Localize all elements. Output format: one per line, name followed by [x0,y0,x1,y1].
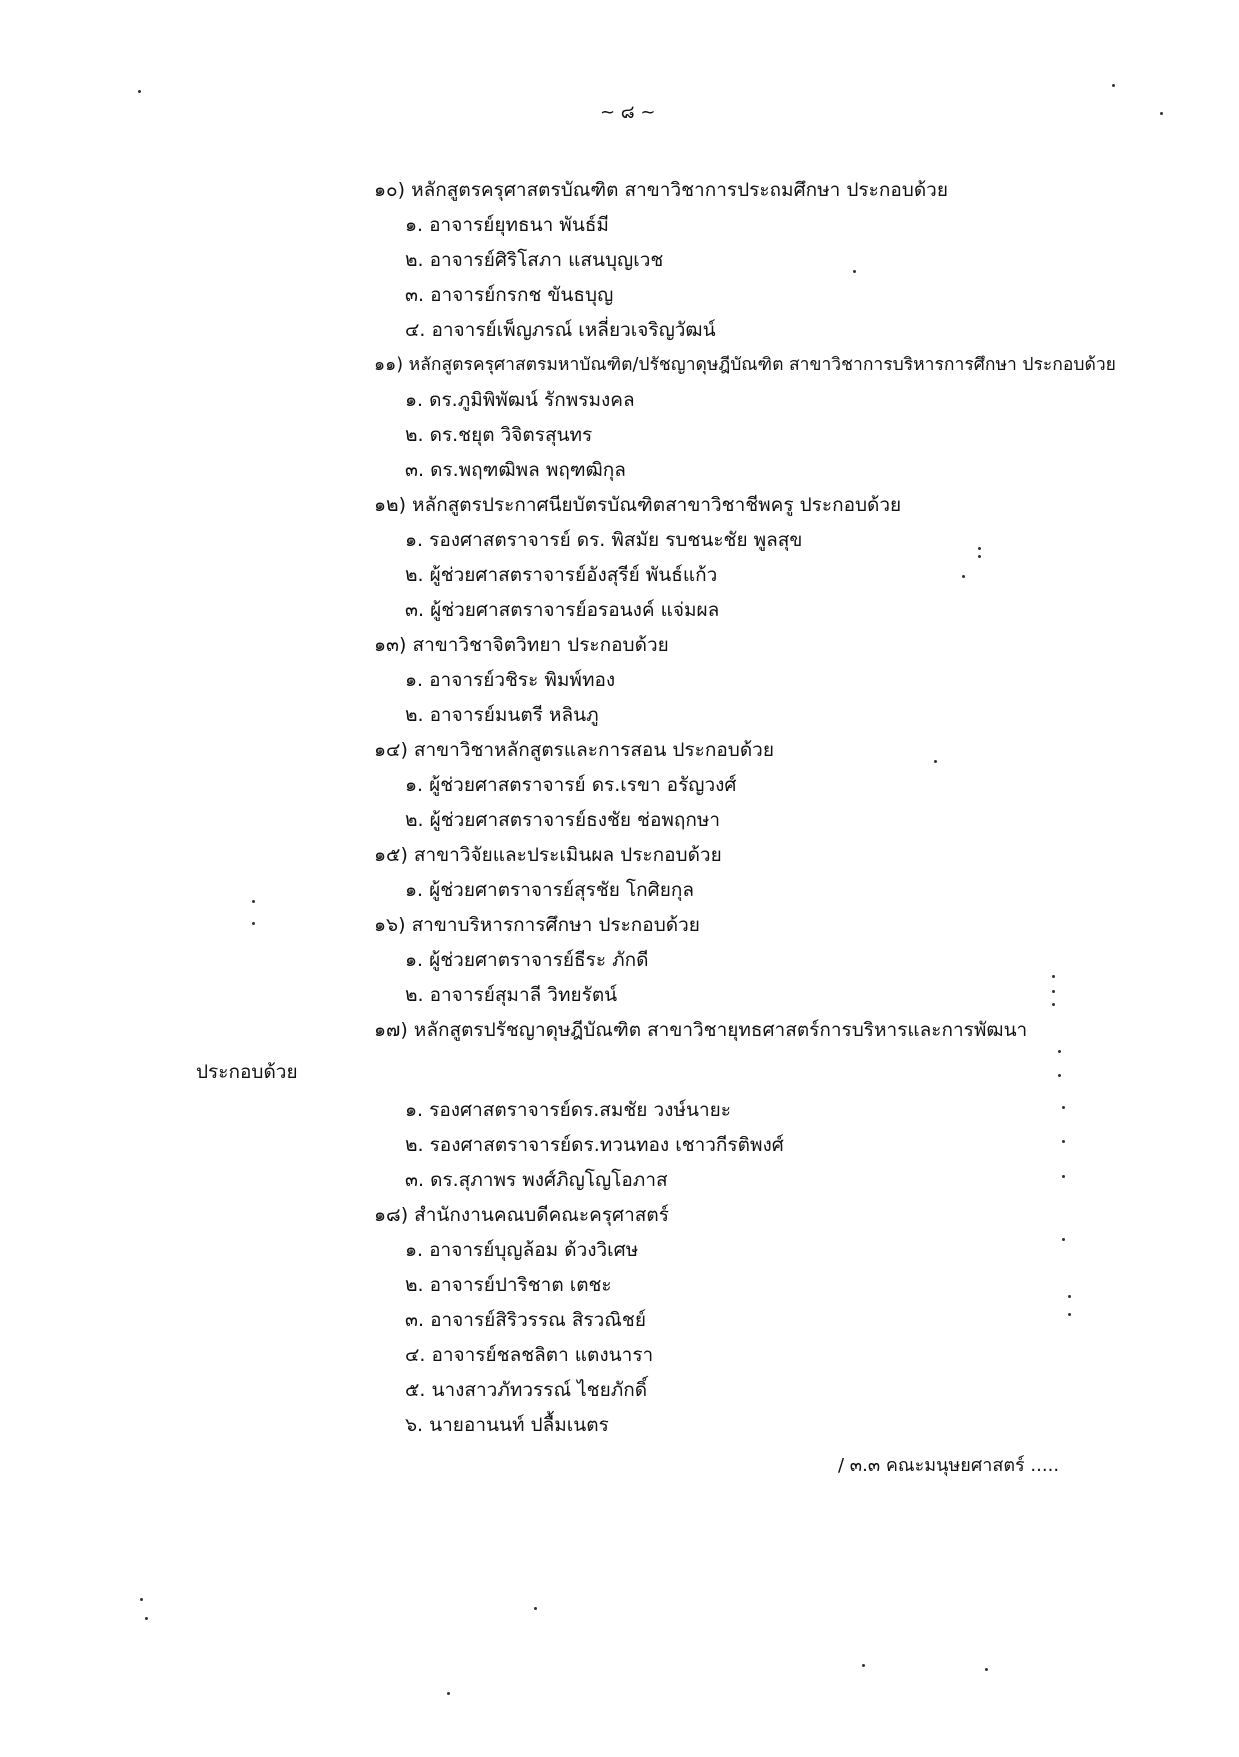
scan-speck [1062,1106,1065,1109]
scan-speck [862,1664,865,1667]
member-item: ๒. ผู้ช่วยศาสตราจารย์อังสุรีย์ พันธ์แก้ว [405,564,718,586]
member-item: ๓. ดร.พฤฑฒิพล พฤฑฒิกุล [405,459,626,481]
member-item: ๑. ดร.ภูมิพิพัฒน์ รักพรมงคล [405,389,635,411]
page-number: ~ ๘ ~ [600,102,656,123]
footer-note: / ๓.๓ คณะมนุษยศาสตร์ ..... [838,1455,1060,1476]
member-item: ๓. อาจารย์กรกช ขันธบุญ [405,284,614,306]
scan-speck [1062,1238,1065,1241]
member-item: ๑. อาจารย์บุญล้อม ด้วงวิเศษ [405,1239,639,1261]
section-heading: ๑๔) สาขาวิชาหลักสูตรและการสอน ประกอบด้วย [374,739,774,761]
member-item: ๒. รองศาสตราจารย์ดร.ทวนทอง เชาวกีรติพงศ์ [405,1134,784,1156]
member-item: ๓. ดร.สุภาพร พงศ์ภิญโญโอภาส [405,1169,668,1191]
member-item: ๖. นายอานนท์ ปลื้มเนตร [405,1414,609,1436]
section-heading: ๑๕) สาขาวิจัยและประเมินผล ประกอบด้วย [374,844,722,866]
scan-speck [1058,1074,1061,1077]
member-item: ๑. รองศาสตราจารย์ ดร. พิสมัย รบชนะชัย พูลสุข [405,529,803,551]
scan-speck [978,555,981,558]
section-heading: ๑๖) สาขาบริหารการศึกษา ประกอบด้วย [374,914,700,936]
member-item: ๑. ผู้ช่วยศาตราจารย์สุรชัย โกศิยกุล [405,879,694,901]
scan-speck [1160,112,1163,115]
scan-speck [534,1607,537,1610]
scan-speck [853,270,856,273]
scan-speck [1052,1003,1055,1006]
section-heading: ๑๘) สำนักงานคณบดีคณะครุศาสตร์ [374,1204,669,1226]
member-item: ๔. อาจารย์ชลชลิตา แตงนารา [405,1344,654,1366]
scan-speck [1052,990,1055,993]
scan-speck [978,547,981,550]
scan-speck [1112,84,1115,87]
scan-speck [1068,1313,1071,1316]
member-item: ๕. นางสาวภัทวรรณ์ ไชยภักดิ์ [405,1379,648,1401]
scan-speck [934,760,937,763]
member-item: ๑. อาจารย์วชิระ พิมพ์ทอง [405,669,616,691]
scan-speck [1052,975,1055,978]
section-heading: ๑๑) หลักสูตรครุศาสตรมหาบัณฑิต/ปรัชญาดุษฎีบัณฑิต สาขาวิชาการบริหารการศึกษา ประกอบด้วย [374,355,1116,375]
section-heading: ๑๐) หลักสูตรครุศาสตรบัณฑิต สาขาวิชาการประถมศึกษา ประกอบด้วย [374,179,948,201]
scan-speck [252,900,255,903]
member-item: ๒. อาจารย์สุมาลี วิทยรัตน์ [405,984,618,1006]
member-item: ๓. ผู้ช่วยศาสตราจารย์อรอนงค์ แจ่มผล [405,599,720,621]
scan-speck [447,1692,450,1695]
scan-speck [138,90,141,93]
scan-speck [252,922,255,925]
scan-speck [962,575,965,578]
scan-speck [1058,1050,1061,1053]
member-item: ๑. อาจารย์ยุทธนา พันธ์มี [405,214,609,236]
member-item: ๒. อาจารย์ศิริโสภา แสนบุญเวช [405,249,664,271]
scan-speck [145,1617,148,1620]
scan-speck [140,1598,143,1601]
member-item: ๒. ผู้ช่วยศาสตราจารย์ธงชัย ช่อพฤกษา [405,809,721,831]
section-heading: ๑๒) หลักสูตรประกาศนียบัตรบัณฑิตสาขาวิชาชีพครู ประกอบด้วย [374,494,902,516]
member-item: ๒. ดร.ชยุต วิจิตรสุนทร [405,424,593,446]
member-item: ๑. รองศาสตราจารย์ดร.สมชัย วงษ์นายะ [405,1099,731,1121]
section-heading: ๑๓) สาขาวิชาจิตวิทยา ประกอบด้วย [374,634,669,656]
member-item: ๑. ผู้ช่วยศาตราจารย์ธีระ ภักดี [405,949,649,971]
scan-speck [1068,1295,1071,1298]
member-item: ๒. อาจารย์ปาริชาต เตชะ [405,1274,612,1296]
scan-speck [985,1668,988,1671]
scan-speck [1062,1140,1065,1143]
member-item: ๑. ผู้ช่วยศาสตราจารย์ ดร.เรขา อรัญวงศ์ [405,774,737,796]
scan-speck [1062,1175,1065,1178]
member-item: ๓. อาจารย์สิริวรรณ สิรวณิชย์ [405,1309,646,1331]
member-item: ๔. อาจารย์เพ็ญภรณ์ เหลี่ยวเจริญวัฒน์ [405,319,716,341]
member-item: ๒. อาจารย์มนตรี หลินภู [405,704,599,726]
section-heading-continuation: ประกอบด้วย [196,1061,298,1083]
section-heading: ๑๗) หลักสูตรปรัชญาดุษฎีบัณฑิต สาขาวิชายุทธศาสตร์การบริหารและการพัฒนา [374,1019,1028,1041]
